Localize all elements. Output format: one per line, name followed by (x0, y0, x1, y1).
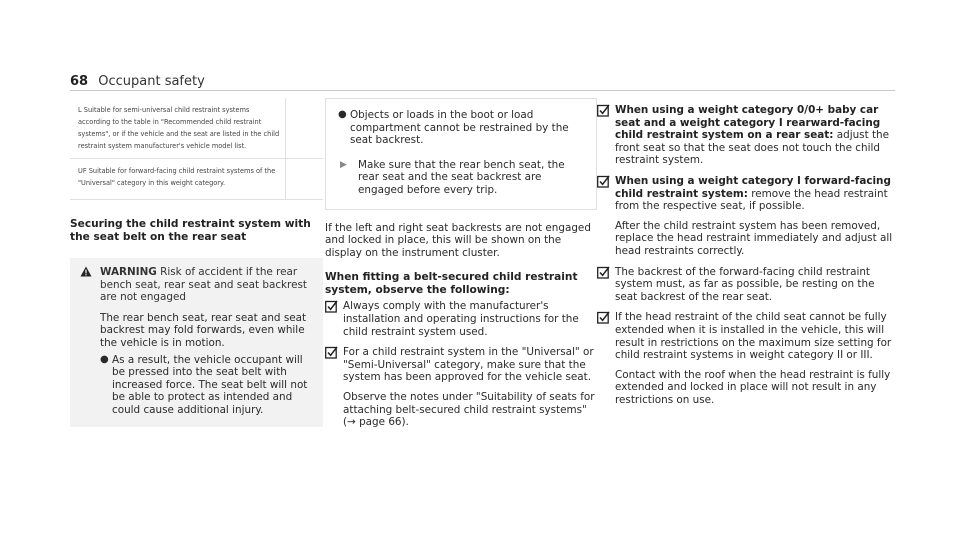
column-left (70, 98, 323, 427)
column-right (597, 98, 897, 406)
checklist-text: The backrest of the forward-facing child restraint system must, as far as possible, be resting on the seat backrest of the rear seat. (615, 265, 875, 303)
checklist-item (597, 175, 897, 258)
bullet-text: As a result, the vehicle occupant will be pressed into the seat belt with increased force. The seat belt will not be able to protect as intended and could cause additional injury. (112, 353, 308, 416)
checklist-bold: When using a weight category 0/0+ baby car seat and a weight category I rearward-facing child restraint system on a rear seat: (615, 104, 881, 142)
action-item (338, 159, 584, 197)
page-header (70, 74, 205, 89)
action-text: Make sure that the rear bench seat, the rear seat and the seat backrest are engaged before every trip. (358, 158, 565, 196)
checklist-item (325, 346, 597, 429)
table-row (70, 98, 323, 159)
table-row (70, 159, 323, 200)
section-heading: When fitting a belt-secured child restraint system, observe the following: (325, 271, 578, 297)
checklist-text: Always comply with the manufacturer's installation and operating instructions for the child restraint system used. (343, 300, 579, 338)
checkbox-tick-icon (597, 311, 615, 406)
warning-title (80, 266, 313, 304)
warning-body: The rear bench seat, rear seat and seat backrest may fold forwards, even while the vehicle is in motion. (100, 311, 307, 349)
bullet-icon: ● (100, 353, 109, 365)
checklist-item (597, 266, 897, 304)
section-title: Occupant safety (98, 74, 205, 89)
table-cell-empty (286, 159, 324, 200)
checklist-item (597, 311, 897, 406)
header-divider (70, 90, 895, 91)
section-heading: Securing the child restraint system with the seat belt on the rear seat (70, 218, 311, 243)
checkbox-tick-icon (597, 266, 615, 304)
bullet-icon: ● (338, 109, 347, 120)
action-arrow-icon: ▶ (340, 159, 347, 170)
warning-triangle-icon (80, 266, 94, 304)
checklist-item (325, 300, 597, 338)
paragraph: If the left and right seat backrests are not engaged and locked in place, this will be shown on the display on the instrument cluster. (325, 221, 591, 259)
checklist-item (597, 104, 897, 167)
checklist-note: Observe the notes under "Suitability of seats for attaching belt-secured child restraint systems" (→ page 66). (343, 390, 595, 429)
checklist-text: For a child restraint system in the "Universal" or "Semi-Universal" category, make sure that the system has been approved for the vehicle seat. (343, 346, 594, 384)
warning-label: WARNING (100, 266, 157, 278)
checklist-bold: When using a weight category I forward-facing child restraint system: (615, 174, 891, 200)
checkbox-tick-icon (597, 104, 615, 167)
warning-box (70, 258, 323, 427)
checklist-text: If the head restraint of the child seat cannot be fully extended when it is installed in the vehicle, this will result in restrictions on the maximum size setting for child restraint systems in weight category II or III. (615, 311, 892, 362)
checklist-note: After the child restraint system has been removed, replace the head restraint immediately and adjust all head restraints correctly. (615, 219, 893, 257)
checkbox-tick-icon (597, 175, 615, 258)
table-cell: L Suitable for semi-universal child restraint systems according to the table in "Recommended child restraint systems", or if the vehicle and the seat are listed in the child restraint system manufacturer's vehicle model list. (70, 98, 286, 159)
list-item (338, 109, 584, 147)
page-number: 68 (70, 74, 89, 89)
suitability-table (70, 98, 323, 200)
warning-title-text: Risk of accident if the rear bench seat, rear seat and seat backrest are not engaged (100, 266, 307, 304)
table-cell: UF Suitable for forward-facing child restraint systems of the "Universal" category in this weight category. (70, 159, 286, 200)
checklist-text: adjust the front seat so that the seat does not touch the child restraint system. (615, 129, 890, 167)
column-middle (325, 98, 597, 429)
warning-continued-box (325, 98, 597, 210)
checklist-note: Contact with the roof when the head restraint is fully extended and locked in place will not result in any restrictions on use. (615, 368, 891, 406)
checkbox-tick-icon (325, 346, 343, 429)
checklist-text: remove the head restraint from the respective seat, if possible. (615, 187, 888, 213)
bullet-text: Objects or loads in the boot or load compartment cannot be restrained by the seat backrest. (350, 109, 569, 147)
list-item (100, 354, 313, 417)
table-cell-empty (286, 98, 324, 159)
checkbox-tick-icon (325, 300, 343, 338)
